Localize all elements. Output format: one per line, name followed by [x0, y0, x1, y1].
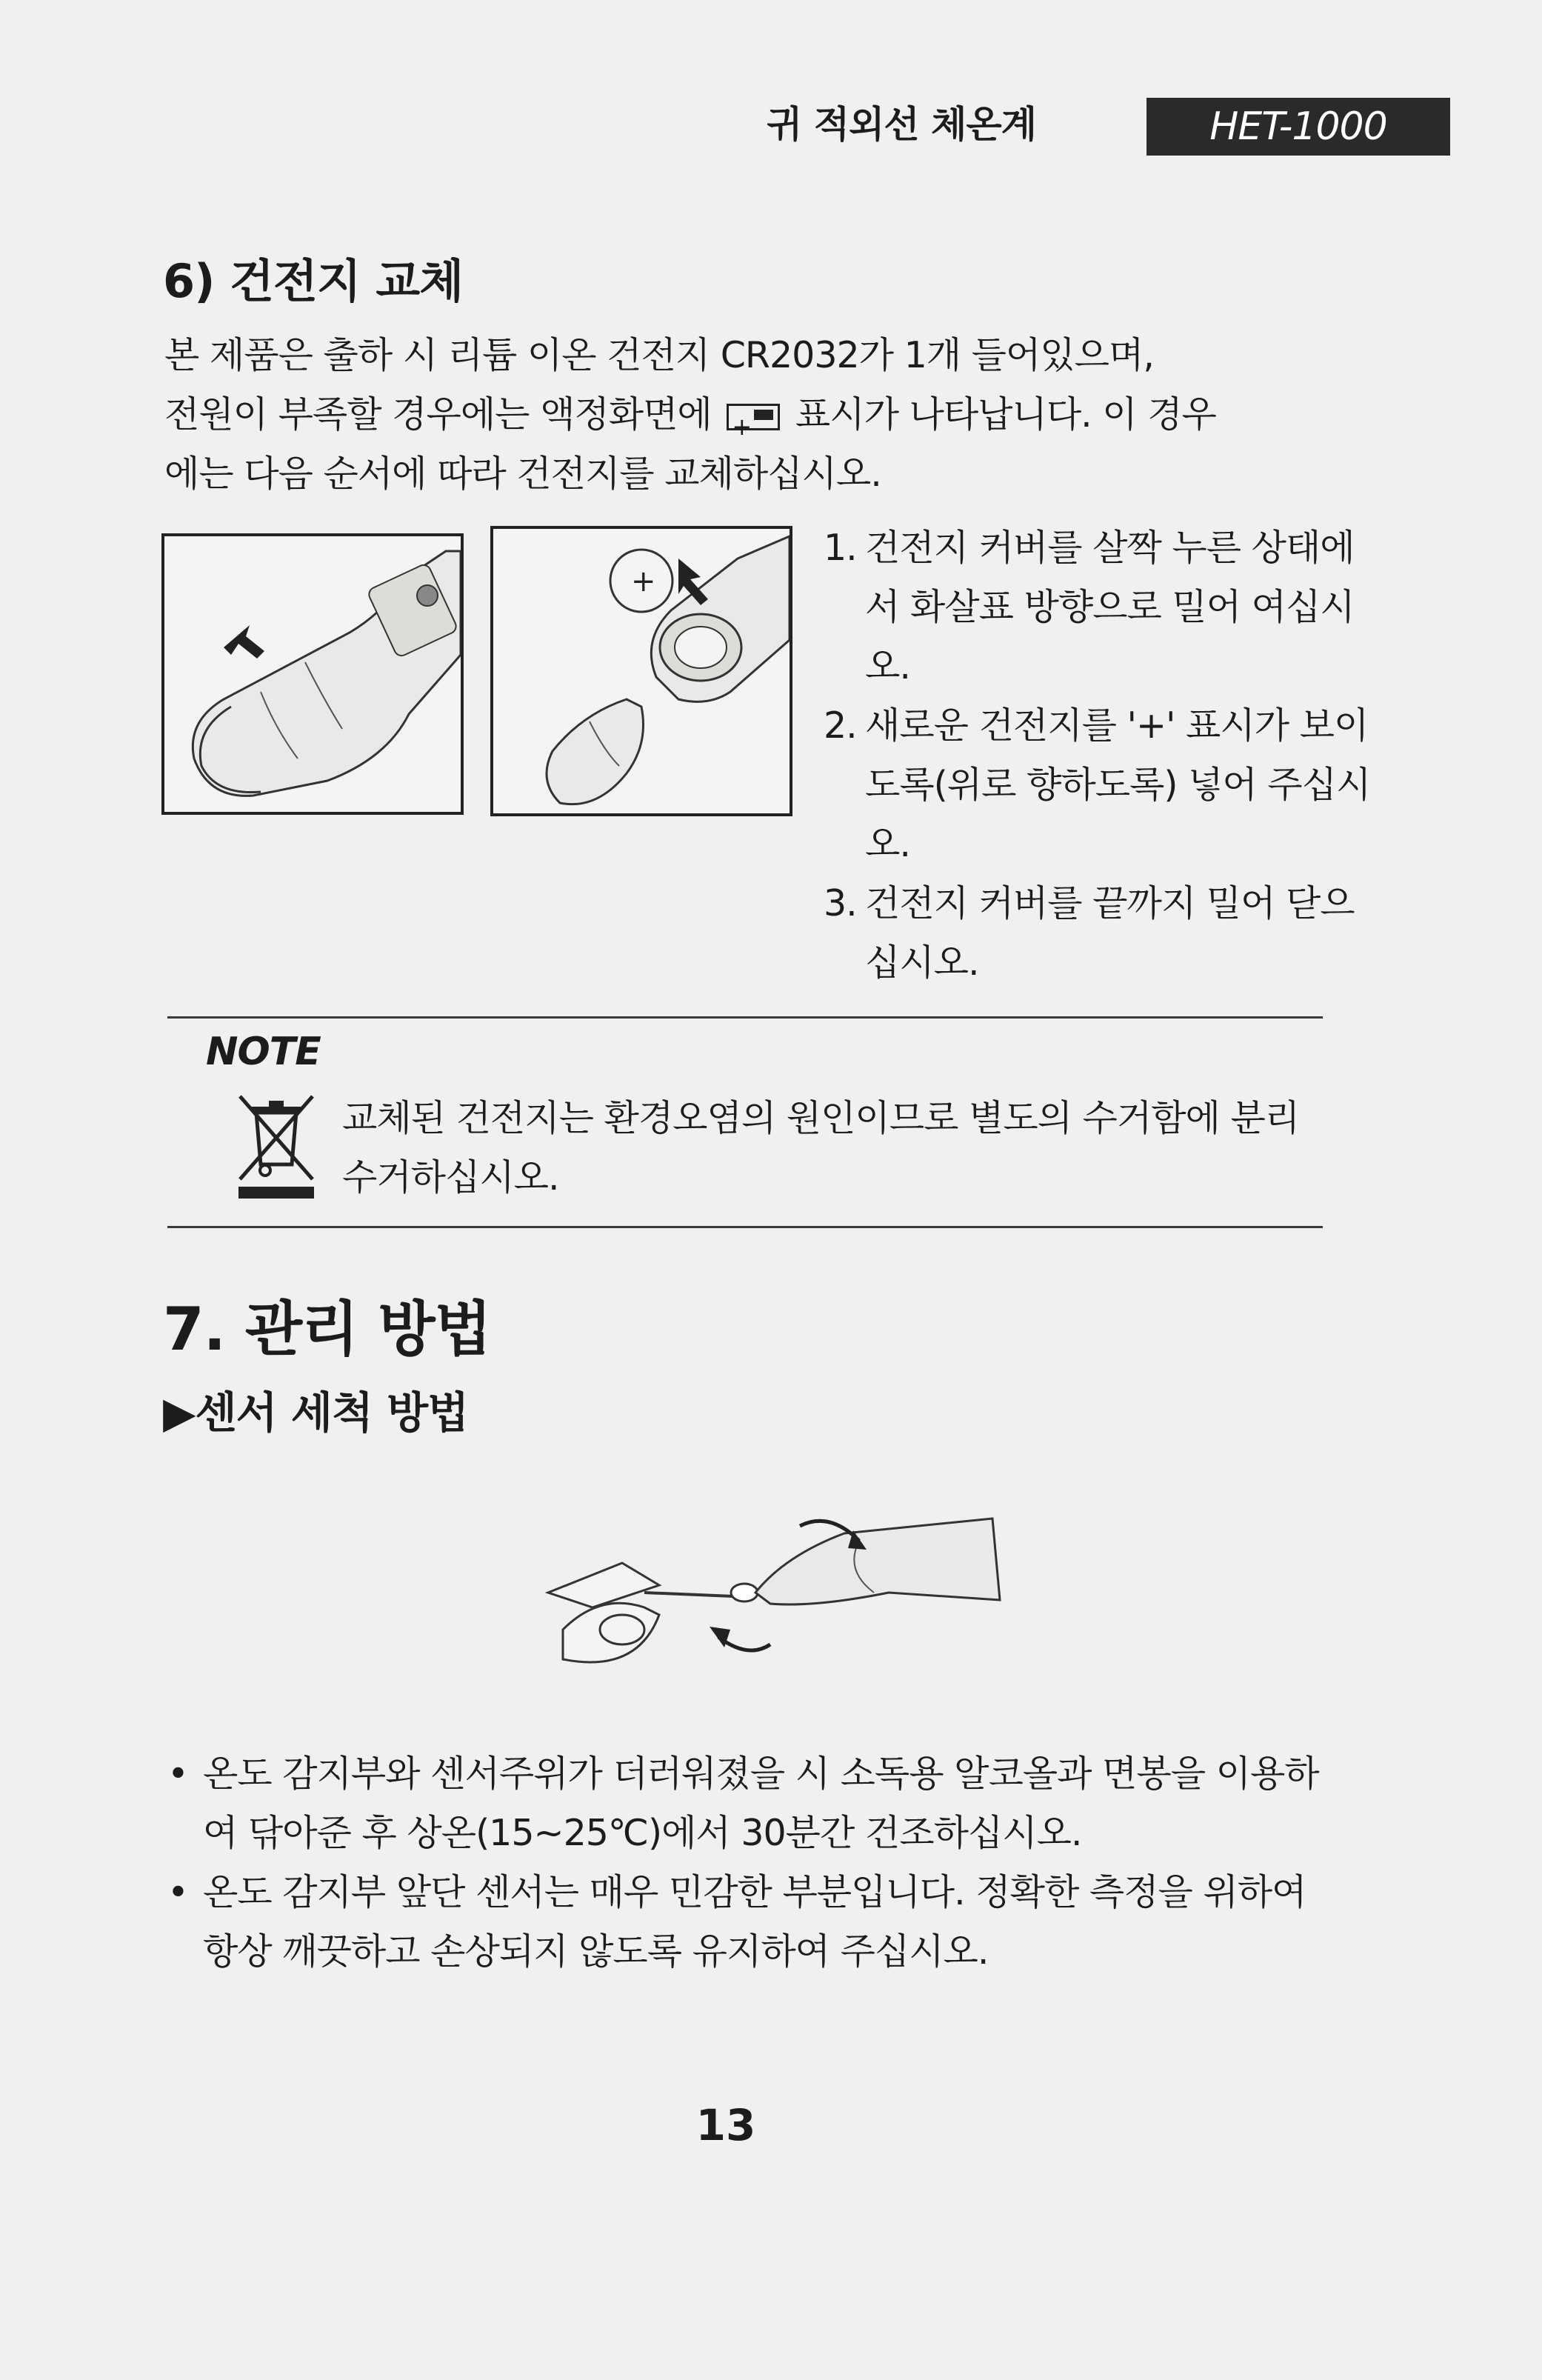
intro-line-2-start: 전원이 부족할 경우에는 액정화면에 [164, 393, 712, 436]
note-label: NOTE [206, 1030, 321, 1074]
svg-text:+: + [631, 564, 656, 599]
cotton-pad [548, 1563, 659, 1607]
slide-arrow-icon [224, 625, 264, 659]
header-model-badge: HET-1000 [1147, 98, 1450, 156]
header-title: 귀 적외선 체온계 [767, 103, 1036, 146]
step-item [824, 519, 1386, 696]
step-text: 건전지 커버를 끝까지 밀어 닫으십시오. [865, 882, 1355, 984]
cover-piece [547, 699, 644, 804]
battery-insert-drawing [493, 529, 790, 813]
section-heading-battery: 6) 건전지 교체 [163, 254, 464, 308]
step-number: 1. [824, 527, 857, 569]
low-battery-icon [727, 404, 780, 430]
step-number: 3. [824, 882, 857, 924]
battery-steps [824, 519, 1386, 993]
sensor-cleaning-illustration [533, 1481, 1007, 1674]
cleaning-instructions [167, 1744, 1323, 1981]
intro-line-2 [164, 385, 1320, 444]
page-number: 13 [695, 2100, 756, 2150]
subheading-sensor-cleaning: ▶센서 세척 방법 [163, 1387, 469, 1438]
instruction-text: 온도 감지부와 센서주위가 더러워졌을 시 소독용 알코올과 면봉을 이용하여 닦아준 후 상온(15~25℃)에서 30분간 건조하십시오. [203, 1753, 1319, 1854]
note-bottom-divider [167, 1226, 1323, 1228]
instruction-item [167, 1744, 1323, 1863]
step-text: 새로운 건전지를 '+' 표시가 보이도록(위로 향하도록) 넣어 주십시오. [865, 704, 1371, 865]
intro-line-1: 본 제품은 출하 시 리튬 이온 건전지 CR2032가 1개 들어있으며, [164, 334, 1154, 376]
intro-line-3: 에는 다음 순서에 따라 건전지를 교체하십시오. [164, 453, 881, 495]
step-item [824, 874, 1386, 993]
bullet-mark: • [167, 1871, 188, 1913]
weee-disposal-icon [236, 1090, 317, 1201]
instruction-item [167, 1863, 1323, 1981]
instruction-text: 온도 감지부 앞단 센서는 매우 민감한 부분입니다. 정확한 측정을 위하여 항상 깨끗하고 손상되지 않도록 유지하여 주십시오. [203, 1871, 1306, 1973]
battery-intro-paragraph [164, 326, 1320, 504]
step-number: 2. [824, 704, 857, 747]
battery-cover-open-illustration [161, 533, 464, 815]
step-item [824, 696, 1386, 874]
note-text: 교체된 건전지는 환경오염의 원인이므로 별도의 수거함에 분리 수거하십시오. [342, 1097, 1300, 1199]
step-text: 건전지 커버를 살짝 누른 상태에서 화살표 방향으로 밀어 여십시오. [865, 527, 1355, 687]
battery-insert-illustration [490, 526, 792, 816]
bullet-mark: • [167, 1753, 188, 1795]
note-top-divider [167, 1016, 1323, 1019]
thermometer-cover-drawing [164, 536, 461, 812]
intro-line-2-end: 표시가 나타납니다. 이 경우 [795, 393, 1216, 436]
cotton-swab [644, 1593, 733, 1596]
thermometer-body [755, 1519, 1000, 1604]
section-heading-care: 7. 관리 방법 [163, 1295, 491, 1364]
